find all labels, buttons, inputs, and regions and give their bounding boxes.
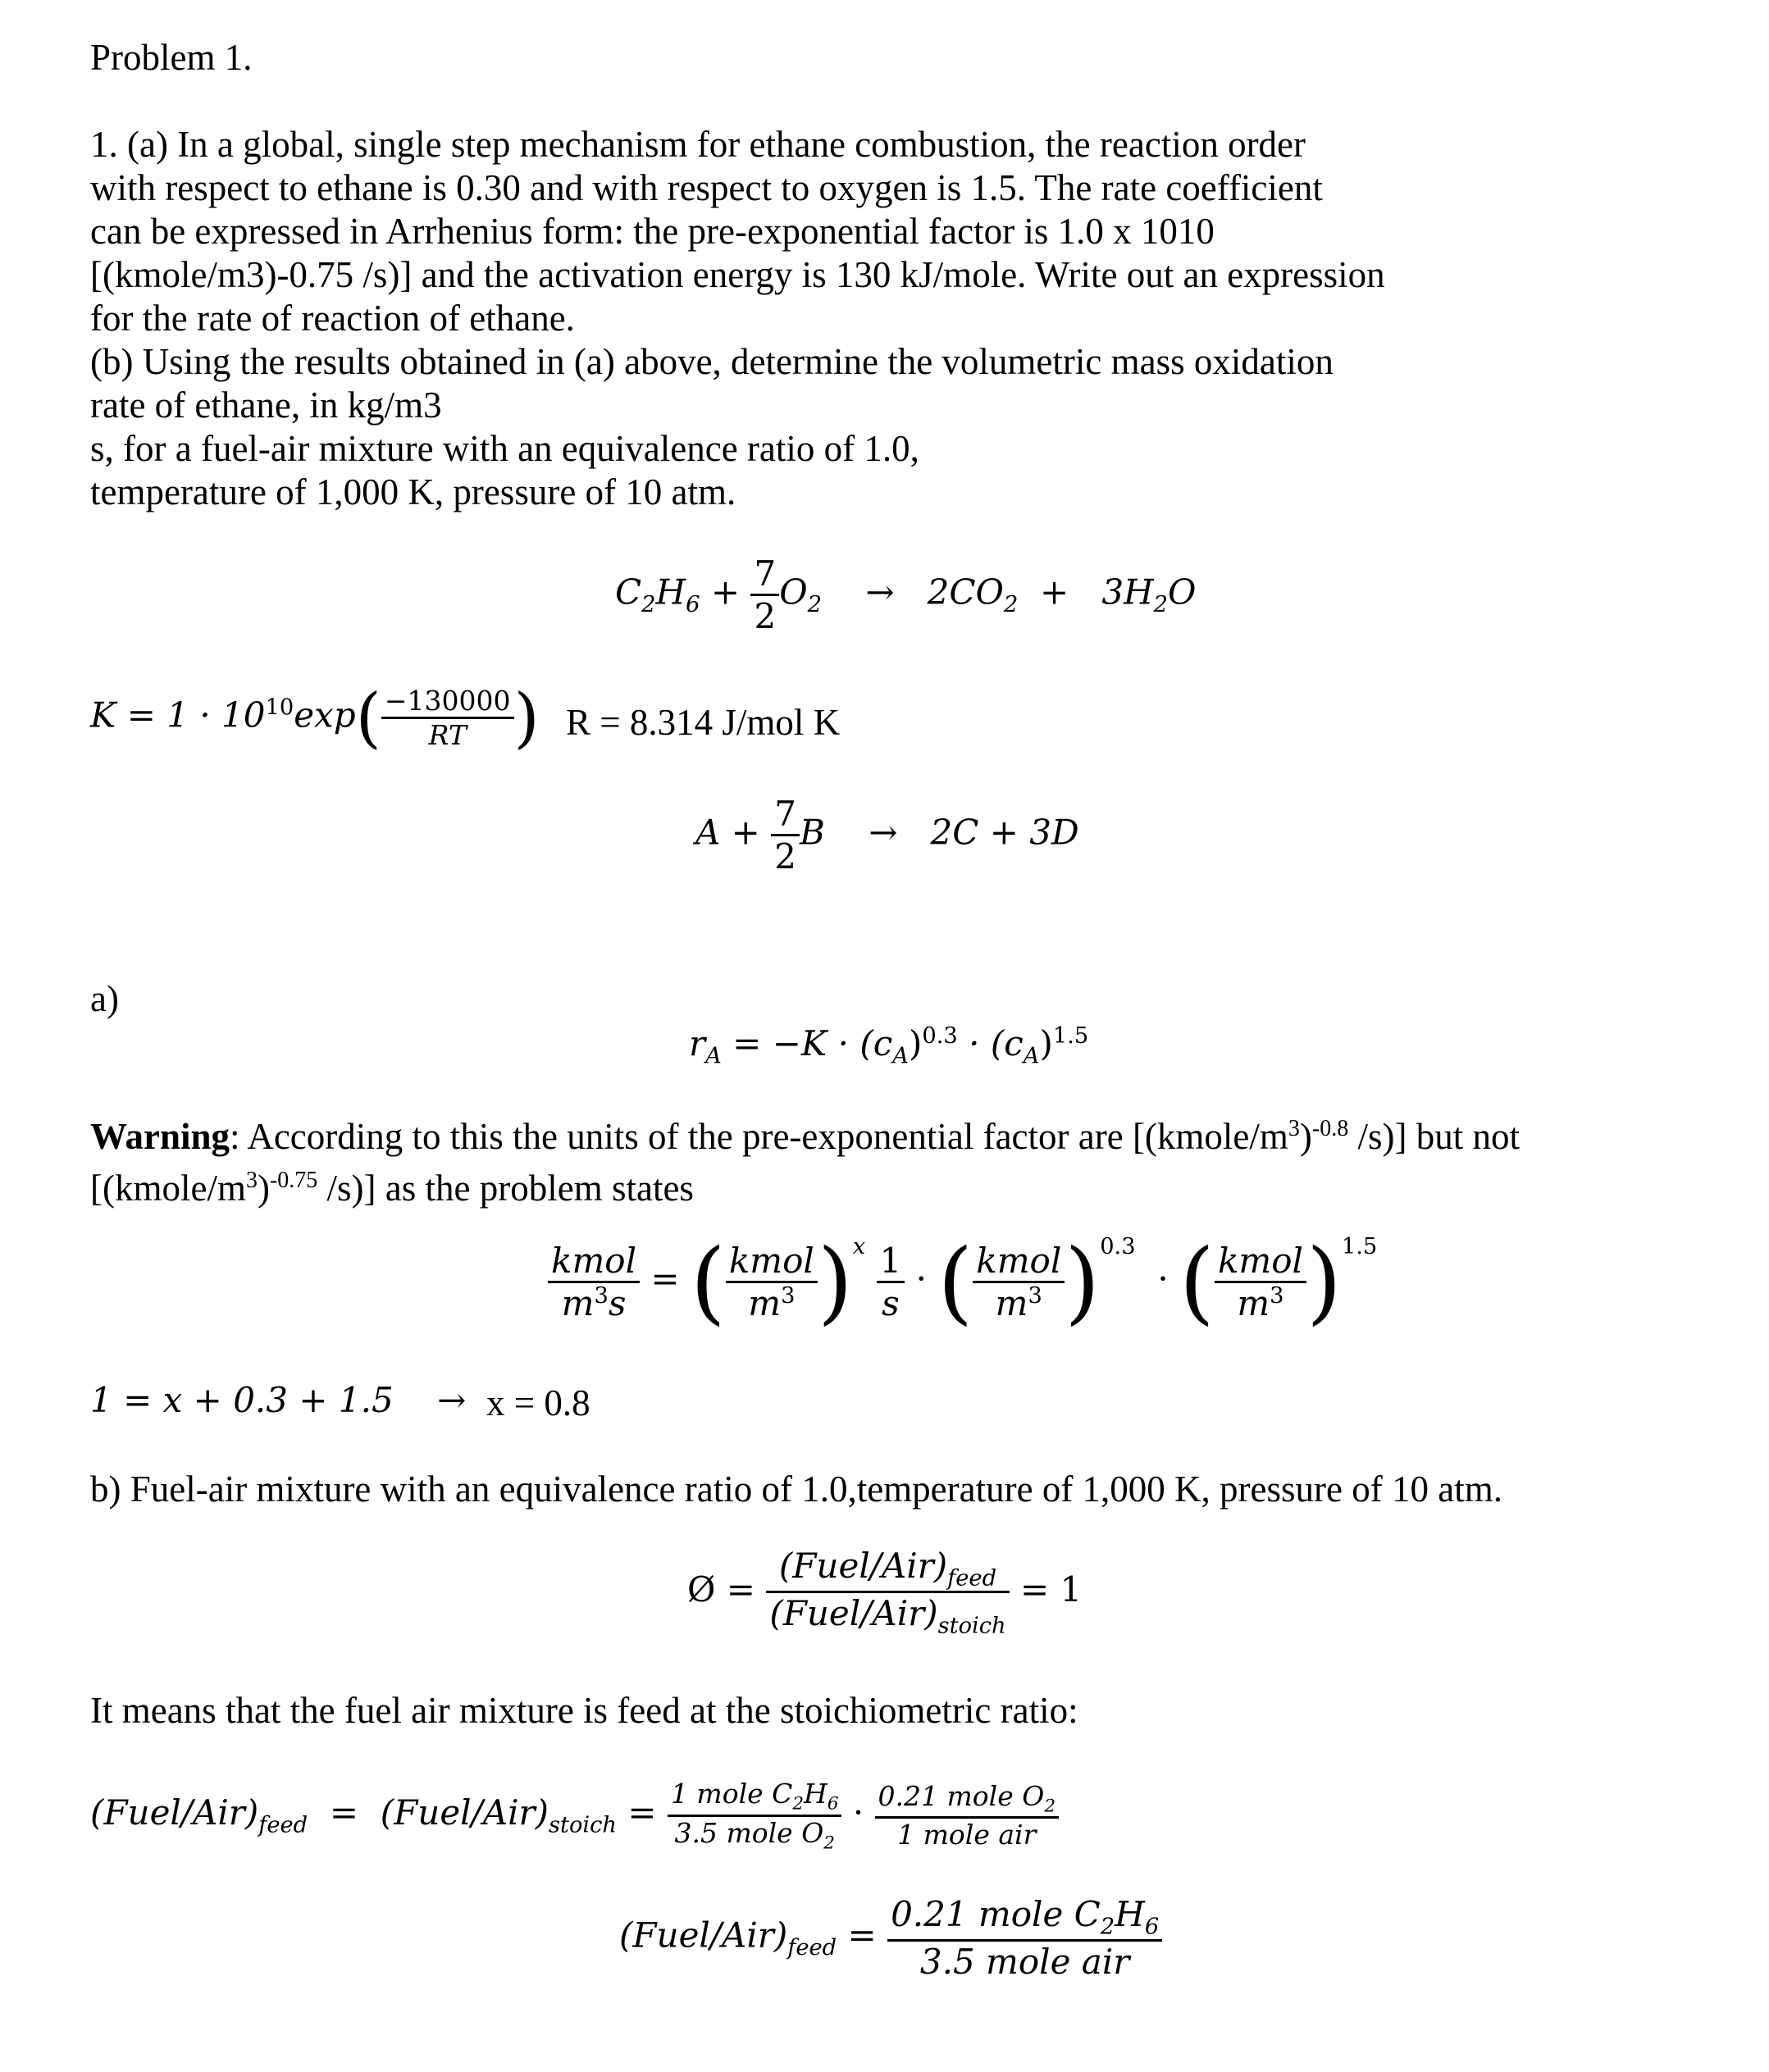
part-a-label: a) (90, 978, 119, 1019)
generic-reaction: A + $\frac{7}{2}$ B → 2C + 3D (695, 794, 1079, 877)
problem-part-a (90, 123, 1385, 514)
problem-line: with respect to ethane is 0.30 and with respect to oxygen is 1.5. The rate coefficient (90, 167, 1323, 208)
problem-line: rate of ethane, in kg/m3 (90, 385, 442, 426)
problem-line: s, for a fuel-air mixture with an equivalence ratio of 1.0, (90, 428, 919, 469)
feed-ratio-result: $(Fuel/Air)_{feed}$ = $\frac{0.21 mole C_2H_6}{\text{3.5 mole air}}$ (619, 1894, 1162, 1982)
equivalence-ratio-equation: Ø = $\frac{(Fuel/Air)_{feed}}{(Fuel/Air)_{stoich}}$ = 1 (687, 1546, 1083, 1639)
problem-line: [(kmole/m3)-0.75 /s)] and the activation energy is 130 kJ/mole. Write out an expression (90, 254, 1385, 295)
x-result: x = 0.8 (486, 1382, 590, 1423)
combustion-equation: $C_2H_6$ + $\frac{7}{2}$ $O_2$ → $2CO_2$ + $3H_2O$ (615, 553, 1197, 636)
units-equation: $\frac{\text{kmol}}{m^3s}$ = ( $\frac{\text{kmol}}{m^3}$ )$^x$ $\frac{1}{s}$ · ( $\frac{\text{kmol}}{m^3}$ )$^{0.3}$ · ( $\frac{\text{kmol}}{m^3}$ )$^{1.5}$ (548, 1234, 1377, 1327)
gas-constant: R = 8.314 J/mol K (566, 702, 841, 743)
problem-line: for the rate of reaction of ethane. (90, 298, 575, 339)
problem-line: (b) Using the results obtained in (a) above, determine the volumetric mass oxidation (90, 341, 1334, 382)
warning-note: Warning: According to this the units of the pre-exponential factor are [$(kmole/m^3)^{-0.8}$ /s)] but not [$(kmole/m^3)^{-0.75}$ /s)] as the problem states (90, 1116, 1520, 1209)
problem-line: temperature of 1,000 K, pressure of 10 atm. (90, 471, 736, 512)
arrhenius-equation: $K = 1 \cdot 10^{10}\exp$( $\frac{-130000}{RT}$ ) (90, 679, 540, 756)
page-title: Problem 1. (90, 37, 253, 78)
problem-line: can be expressed in Arrhenius form: the pre-exponential factor is 1.0 x 1010 (90, 211, 1215, 252)
solve-x-equation: 1 = x + 0.3 + 1.5 → (90, 1380, 467, 1420)
feed-ratio-equation: $(Fuel/Air)_{feed}$ = $(Fuel/Air)_{stoich}$ = $\frac{1 mole C_2H_6}{3.5 mole O_2}$ · $\frac{0.21 mole O_2}{\text{1 mole air}}$ (90, 1778, 1059, 1853)
warning-label: Warning (90, 1116, 230, 1157)
problem-line: 1. (a) In a global, single step mechanism for ethane combustion, the reaction order (90, 124, 1306, 165)
stoichiometric-statement: It means that the fuel air mixture is feed at the stoichiometric ratio: (90, 1690, 1078, 1731)
rate-expression: $r_A = -K \cdot (c_A)^{0.3} \cdot (c_A)^{1.5}$ (689, 1023, 1089, 1069)
part-b-statement: b) Fuel-air mixture with an equivalence ratio of 1.0,temperature of 1,000 K, pressure of 10 atm. (90, 1469, 1502, 1510)
